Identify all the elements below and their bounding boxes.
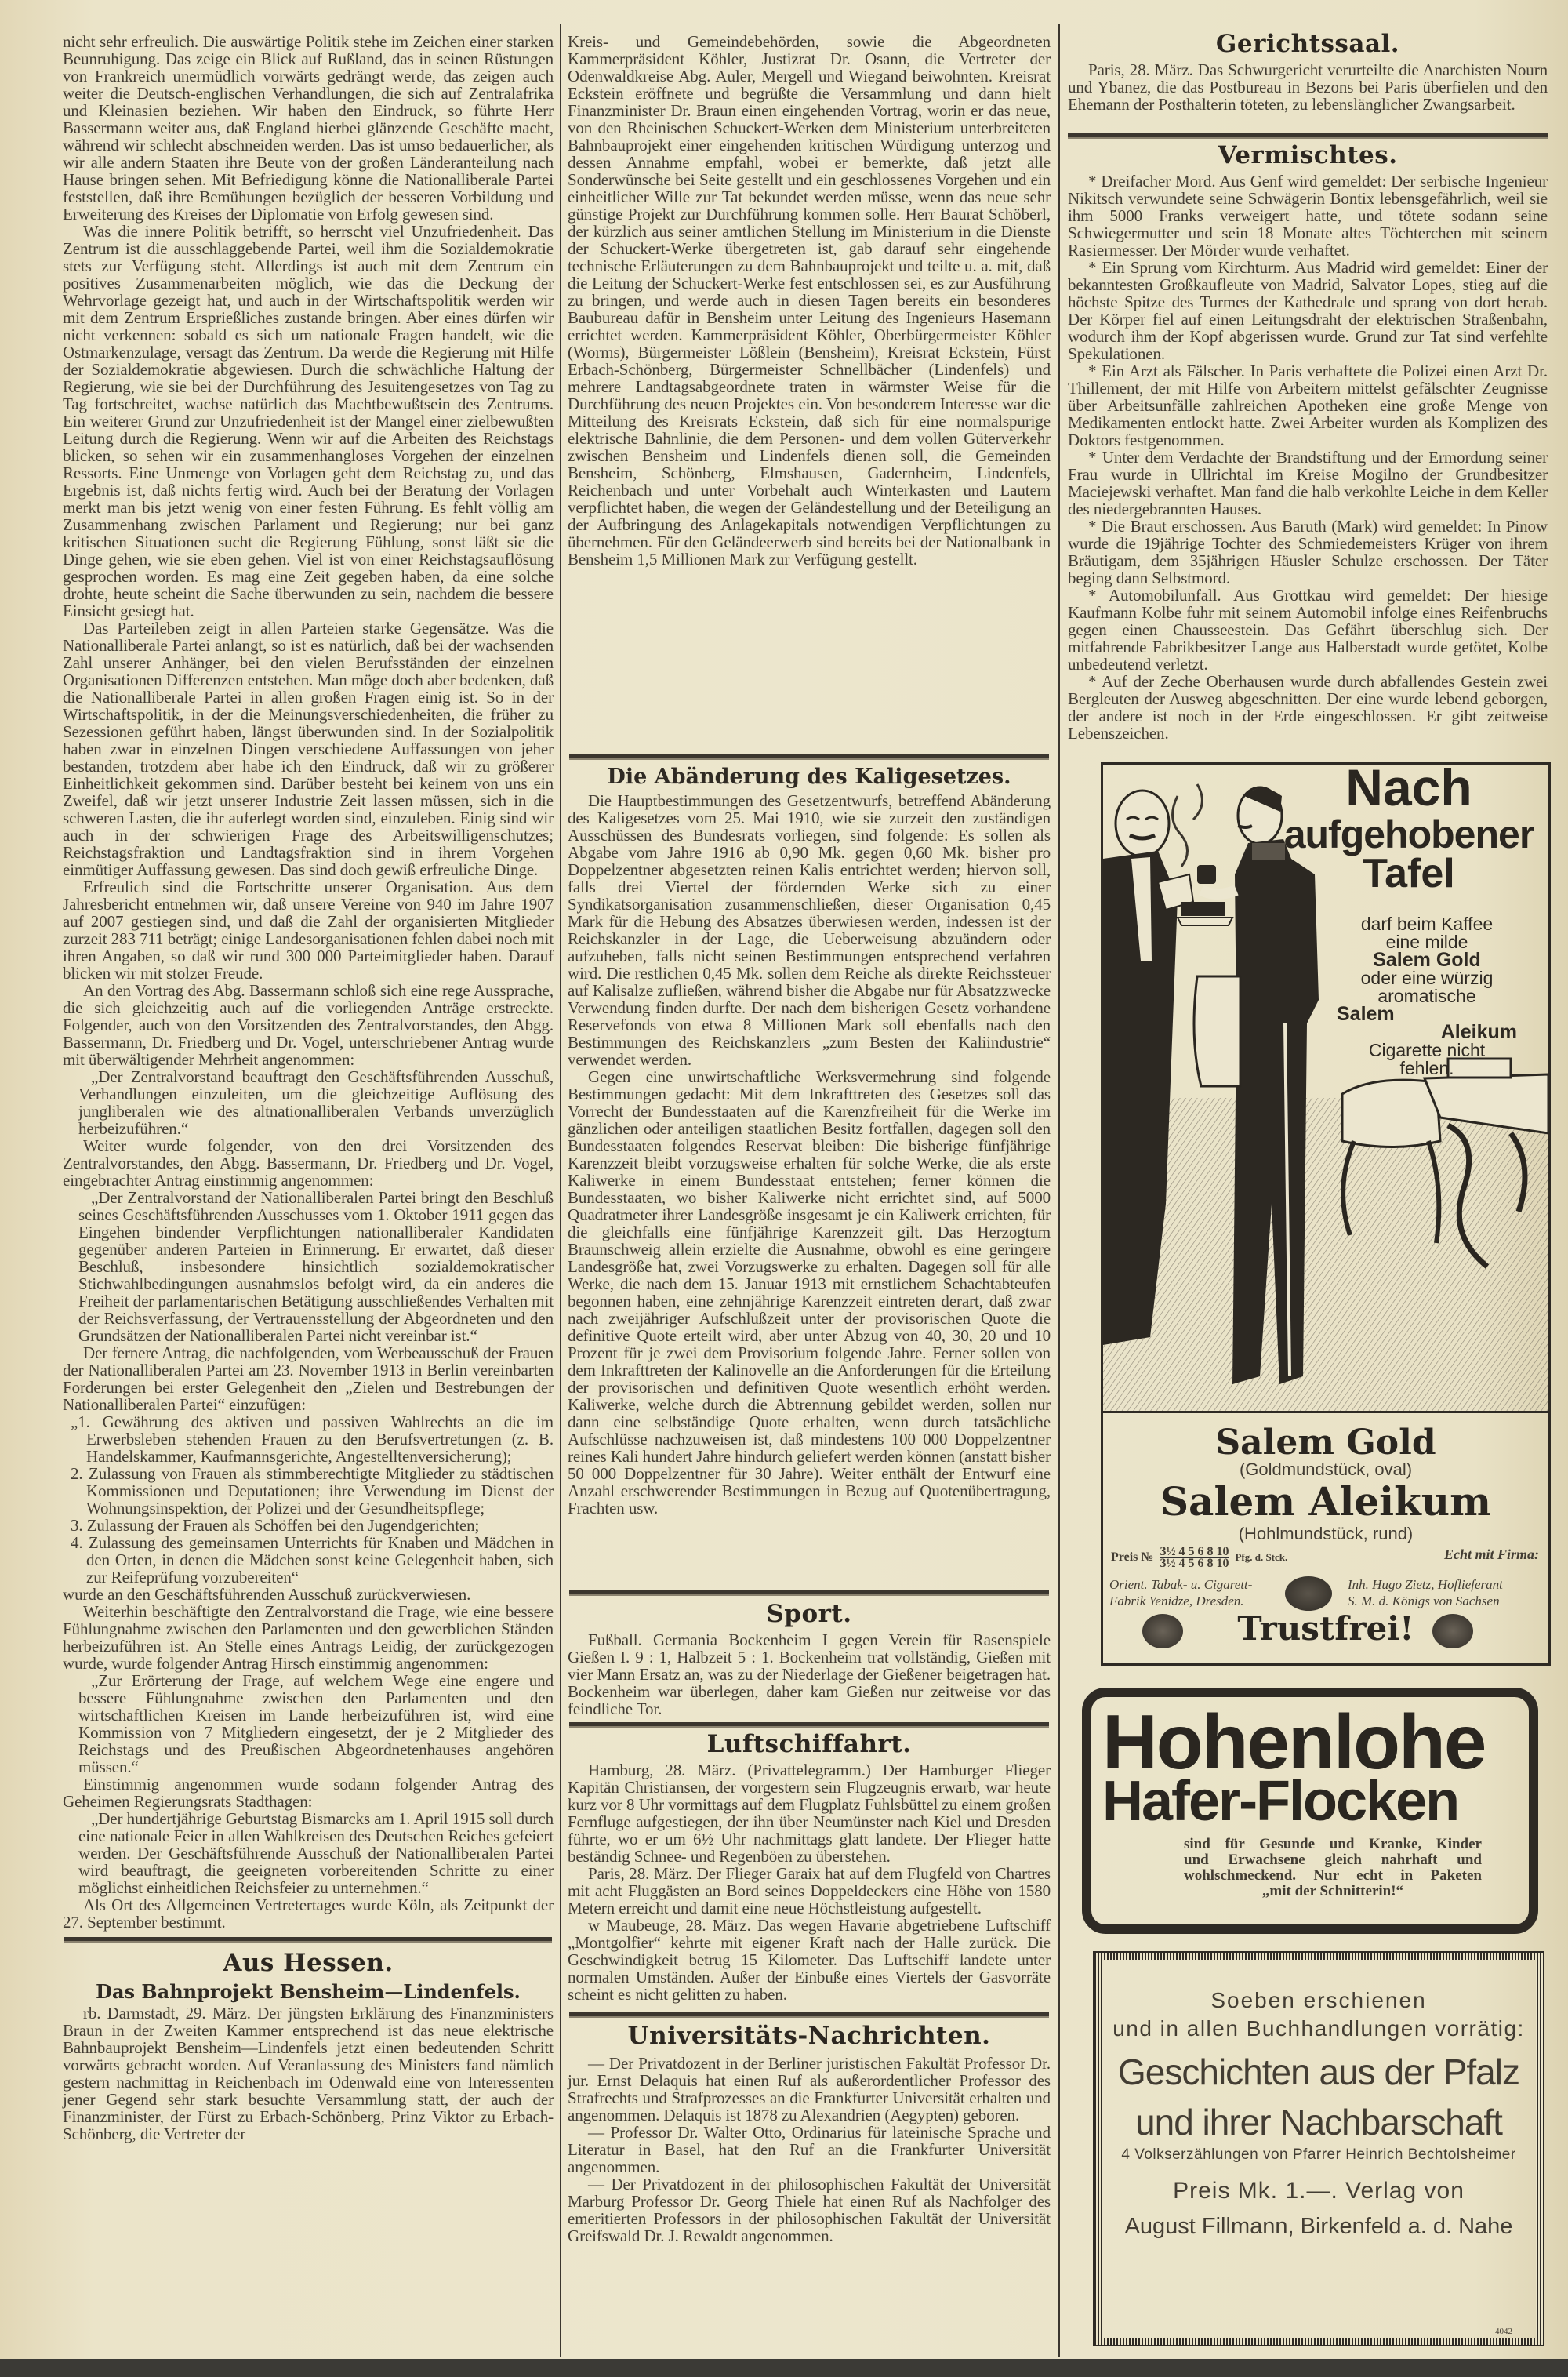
hohenlohe-haferflocken-ad xyxy=(1082,1688,1538,1934)
section-heading-gerichtssaal: Gerichtssaal. xyxy=(1215,30,1400,58)
ad-brand-line: Hafer-Flocken xyxy=(1102,1770,1459,1833)
section-heading-vermischtes: Vermischtes. xyxy=(1218,141,1398,169)
paragraph: Der fernere Antrag, die nachfolgenden, vom Werbeausschuß der Frauen der Nationalliberalen Partei am 23. November 1913 in Berlin vereinbarten Forderungen bei erster Gelegenheit den „Zielen und Bestrebungen der Nationalliberalen Partei“ einzufügen: xyxy=(63,1343,554,1414)
quote: „Der Zentralvorstand beauftragt den Geschäftsführenden Ausschuß, Verhandlungen einzuleiten, um die gleichzeitige Auflösung des jungliberalen wie des altnationalliberalen Verbands unverzüglich herbeizuführen.“ xyxy=(78,1067,554,1138)
book-publisher: August Fillmann, Birkenfeld a. d. Nahe xyxy=(1124,2214,1513,2239)
paragraph: Weiter wurde folgender, von den drei Vorsitzenden des Zentralvorstandes, den Abgg. Bassermann, Dr. Friedberg und Dr. Vogel, eingebrachter Antrag einstimmig angenommen: xyxy=(63,1136,554,1190)
price-row xyxy=(1111,1547,1542,1569)
universitaets-article xyxy=(568,2055,1051,2244)
brand-name: Salem xyxy=(1337,1003,1395,1025)
section-heading-universitaets-nachrichten: Universitäts-Nachrichten. xyxy=(627,2022,991,2050)
quote: „Der Zentralvorstand der Nationalliberalen Partei bringt den Beschluß seines Geschäftsführenden Ausschusses vom 1. Oktober 1911 gegen das Eingehen bindender Verpflichtungen nationalliberaler Kandidaten gegenüber anderen Parteien in Erinnerung. Er erwartet, daß dieser Beschluß, insbesondere hinsichtlich sozialdemokratischer Stichwahlbedingungen ausnahmslos befolgt wird, da ein anderes die Freiheit der parlamentarischen Betätigung ausschließendes Verhalten mit der Reichsverfassung, der Vertrauensstellung der Abgeordneten und den Grundsätzen der Nationalliberalen Partei nicht vereinbar ist.“ xyxy=(78,1188,554,1345)
seal-icon xyxy=(1432,1614,1473,1648)
section-heading-aus-hessen: Aus Hessen. xyxy=(223,1949,394,1977)
section-rule xyxy=(569,2012,1049,2018)
headline-line: Nach xyxy=(1345,762,1472,816)
ad-copy xyxy=(1337,915,1517,1078)
section-rule xyxy=(1068,133,1548,139)
salem-brands-box xyxy=(1101,1412,1551,1666)
paragraph: Weiterhin beschäftigte den Zentralvorstand die Frage, wie eine bessere Fühlungnahme zwischen den Parlamenten und den gewerblichen Ständen herbeizuführen ist. An Stelle eines Antrags Leidig, der zurückgezogen wurde, wurde folgender Antrag Hirsch einstimmig angenommen: xyxy=(63,1602,554,1673)
section-rule xyxy=(569,754,1049,760)
price-numbers-1: 3½ 4 5 6 8 10 xyxy=(1160,1545,1229,1558)
paragraph: Als Ort des Allgemeinen Vertretertages wurde Köln, als Zeitpunkt der 27. September bestimmt. xyxy=(63,1895,554,1932)
quote: „Zur Erörterung der Frage, auf welchem Wege eine engere und bessere Fühlungnahme zwischen den Parlamenten und den wirtschaftlichen Kreisen im Lande herbeizuführen ist, wird eine Kommission von 7 Mitgliedern eingesetzt, der je 2 Mitglieder des Reichstags und des Preußischen Abgeordnetenhauses angehören müssen.“ xyxy=(78,1671,554,1776)
brand-name: Aleikum xyxy=(1440,1021,1517,1043)
maker-line: S. M. d. Königs von Sachsen xyxy=(1348,1594,1500,1608)
ad-brand-line: Hohenlohe xyxy=(1102,1699,1486,1785)
paragraph: Erfreulich sind die Fortschritte unserer Organisation. Aus dem Jahresbericht entnehmen wir, daß unsere Vereine von 940 im Jahre 1907 auf 2007 gestiegen sind, und daß die Zahl der organisierten Mitglieder zurzeit 283 711 beträgt; einige Landesorganisationen fehlen dabei noch mit ihren Angaben, so daß wir rund 300 000 Parteimitglieder haben. Darauf blicken wir mit stolzer Freude. xyxy=(63,878,554,983)
news-item: * Ein Sprung vom Kirchturm. Aus Madrid wird gemeldet: Einer der bekanntesten Großkaufleute von Madrid, Salvator Lopes, stieg auf die höchste Spitze des Turmes der Kathedrale und sprang von dort herab. Der Körper fiel auf einen Leitungsdraht der elektrischen Straßenbahn, wodurch ihm der Kopf abgerissen wurde. Grund zur Tat sind verfehlte Spekulationen. xyxy=(1068,258,1548,363)
paragraph: Kreis- und Gemeindebehörden, sowie die Abgeordneten Kammerpräsident Köhler, Justizrat Dr. Osann, die Vertreter der Odenwaldkreise Abg. Auler, Mergell und Wiegand beiwohnten. Kreisrat Eckstein eröffnete und begrüßte die Versammlung und dann hielt Finanzminister Dr. Braun einen eingehenden Vortrag, worin er das neue, von den Rheinischen Schuckert-Werken dem Ministerium unterbreiteten Bahnbauprojekt einer eingehenden kritischen Würdigung unterzog und dessen Annahme empfahl, wobei er bemerkte, daß jetzt alle Sonderwünsche bei Seite gestellt und ein geschlossenes Vorgehen und ein einheitlicher Wille zur Tat bekundet werden müsse, wenn das neue sehr günstige Projekt zur Durchführung kommen solle. Herr Baurat Schöberl, der kürzlich aus seiner amtlichen Stellung im Ministerium in die Dienste der Schuckert-Werke übergetreten ist, gab darauf sehr eingehende technische Erläuterungen zu dem Bahnbauprojekt und teilte u. a. mit, daß die Leitung der Schuckert-Werke fest entschlossen sei, es zur Ausführung zu bringen, und werde auch in diesen Tagen bereits ein besonderes Baubureau dafür in Bensheim unter Leitung des Ingenieurs Hasemann errichtet werden. Kammerpräsident Köhler, Oberbürgermeister Köhler (Worms), Bürgermeister Lößlein (Bensheim), Kreisrat Eckstein, Fürst Erbach-Schönberg, Bürgermeister Schnellbächer (Lindenfels) und mehrere Landtagsabgeordnete traten in wärmster Weise für die Durchführung des neuen Projektes ein. Von besonderem Interesse war die Mitteilung des Kreisrats Eckstein, daß sich für eine normalspurige elektrische Bahnlinie, die dem Personen- und dem vollen Güterverkehr zwischen Bensheim und Lindenfels dienen soll, die Gemeinden Bensheim, Schönberg, Elmshausen, Gadernheim, Lindenfels, Reichenbach und unter Vorbehalt auch Winterkasten und Lautern verpflichtet haben, die wegen der Geländestellung und der Beteiligung an der Aufbringung des Anlagekapitals notwendigen Verpflichtungen zu übernehmen. Für den Geländeerwerb sind bereits bei der Nationalbank in Bensheim 1,5 Millionen Mark zur Verfügung gestellt. xyxy=(568,32,1051,569)
ad-copy-line: aromatische xyxy=(1377,986,1476,1006)
trustfrei-slogan: Trustfrei! xyxy=(1237,1609,1414,1648)
brand-note: (Goldmundstück, oval) xyxy=(1239,1459,1413,1479)
maker-line: Inh. Hugo Zietz, Hoflieferant xyxy=(1348,1577,1503,1592)
book-ad-line: und in allen Buchhandlungen vorrätig: xyxy=(1112,2016,1525,2041)
section-heading-luftschiffahrt: Luftschiffahrt. xyxy=(706,1730,912,1758)
book-title: und ihrer Nachbarschaft xyxy=(1135,2102,1502,2143)
list-item: 4. Zulassung des gemeinsamen Unterrichts für Knaben und Mädchen in den Orten, in denen die Mädchen sonst keine Gelegenheit haben, sich zur Reifeprüfung vorzubereiten“ xyxy=(71,1533,554,1586)
paragraph: — Professor Dr. Walter Otto, Ordinarius für lateinische Sprache und Literatur in Basel, hat den Ruf an die Frankfurter Universität angenommen. xyxy=(568,2123,1051,2176)
paragraph: Einstimmig angenommen wurde sodann folgender Antrag des Geheimen Regierungsrats Stadthagen: xyxy=(63,1775,554,1811)
sport-article xyxy=(568,1631,1051,1717)
column-rule-left xyxy=(560,24,561,2357)
paragraph: Fußball. Germania Bockenheim I gegen Verein für Rasenspiele Gießen I. 9 : 1, Halbzeit 5 : 1. Bockenheim trat vollständig, Gießen mit vier Mann Ersatz an, was zu der Niederlage der Gießener beigetragen hat. Bockenheim war überlegen, daher kam Gießen nur zeitweise vor das feindliche Tor. xyxy=(568,1630,1051,1718)
salem-cigarette-ad xyxy=(1101,762,1551,1413)
paragraph: nicht sehr erfreulich. Die auswärtige Politik stehe im Zeichen einer starken Beunruhigung. Das zeige ein Blick auf Rußland, das in seinen Rüstungen von Frankreich unermüdlich vorwärts gedrängt werde, das zeigen auch weiter die Deutsch-englischen Verhandlungen, die sich auf Zentralafrika und Kleinasien beziehen. Wir haben den Eindruck, so führte Herr Bassermann weiter aus, daß England hierbei glänzende Geschäfte macht, während wir schlecht abschneiden werden. Das ist umso bedauerlicher, als wir alle andern Staaten ihre Beute von der großen Länderanteilung nach Hause bringen sehen. Mit Befriedigung könne die Nationalliberale Partei feststellen, daß ihre Bemühungen bezüglich der besseren Vorbildung und Erweiterung des Kreises der Diplomatie von Erfolg gewesen sind. xyxy=(63,32,554,224)
ad-copy-line: sind für Gesunde und Kranke, Kinder xyxy=(1184,1836,1482,1852)
section-rule xyxy=(569,1722,1049,1728)
ad-copy-line: Cigarette nicht xyxy=(1368,1040,1486,1060)
section-rule xyxy=(569,1590,1049,1596)
paragraph: Was die innere Politik betrifft, so herrscht viel Unzufriedenheit. Das Zentrum ist die ausschlaggebende Partei, weil ihm die Sozialdemokratie stets zur Verfügung steht. Allerdings ist auch mit dem Zentrum ein positives Zusammenarbeiten möglich, wie das die Deckung der Wehrvorlage gezeigt hat, und auch in der Wirtschaftspolitik werden wir mit dem Zentrum Ersprießliches zustande bringen. Aber eines dürfen wir nicht verkennen: sobald es sich um nationale Fragen handelt, wie die Ostmarkenzulage, versagt das Zentrum. Da werde die Regierung mit Hilfe der Sozialdemokratie abgewiesen. Durch die schwächliche Haltung der Regierung, wie sie bei der Durchführung des Jesuitengesetzes von Tag zu Tag fortschreitet, wachse natürlich das Machtbewußtsein des Zentrums. Ein weiterer Grund zur Unzufriedenheit ist der Mangel einer zielbewußten Leitung durch die Regierung. Wenn wir auf die Arbeiten des Reichstags blicken, so sehen wir ein zusammenhangloses Vorgehen der einzelnen Ressorts. Eine Unmenge von Vorlagen geht dem Reichstag zu, und das Ergebnis ist, daß nichts fertig wird. Auch bei der Beratung der Vorlagen merkt man bis jetzt wenig von einer festen Führung. Es fehlt völlig am Zusammenhang zwischen Parlament und Regierung; nur bei ganz kritischen Situationen sucht die Regierung Fühlung, sonst läßt sie die Dinge gehen, wie sie eben gehen. Viel ist von einer Reichstagsauflösung gesprochen worden. Es mag eine Zeit gegeben haben, da eine solche drohte, heute scheint die Sache überwunden zu sein, nachdem die bessere Einsicht gesiegt hat. xyxy=(63,222,554,620)
page-edge xyxy=(0,2359,1568,2377)
paragraph: An den Vortrag des Abg. Bassermann schloß sich eine rege Aussprache, die sich gleichzeitig auch auf die vorliegenden Anträge erstreckte. Folgender, auch von den Vorsitzenden des Zentralvorstandes, den Abgg. Bassermann, Dr. Friedberg und Dr. Vogel, unterschriebener Antrag wurde mit überwältigender Mehrheit angenommen: xyxy=(63,981,554,1069)
paragraph: wurde an den Geschäftsführenden Ausschuß zurückverwiesen. xyxy=(63,1585,471,1604)
news-item: * Dreifacher Mord. Aus Genf wird gemeldet: Der serbische Ingenieur Nikitsch verwundete seine Schwägerin Bontix lebensgefährlich, weil sie ihm 5000 Franks verweigert hatte, und tötete sodann seine Schwiegermutter und sein 18 Monate altes Töchterchen mit seinem Rasiermesser. Der Mörder wurde verhaftet. xyxy=(1068,172,1548,260)
book-ad-line: Soeben erschienen xyxy=(1210,1988,1427,2012)
paragraph: Gegen eine unwirtschaftliche Werksvermehrung sind folgende Bestimmungen gedacht: Mit dem Inkrafttreten des Gesetzes soll das Vorrecht der Bundesstaaten auf die Karenzfreiheit für die Werke im gänzlichen oder anteiligen staatlichen Besitz fortfallen, dagegen soll den Bundesstaaten folgendes Reservat bleiben: Die bisherige fünfjährige Karenzzeit bleibt vorzugsweise erhalten für solche Werke, die als erste Kaliwerke in einem Bundesstaat entstehen; ferner können die Bundesstaaten, wo bisher Kaliwerke nicht errichtet sind, auf 5000 Quadratmeter ihrer Landesgröße insgesamt je ein Kaliwerk errichten, für die gleichfalls eine fünfjährige Karenzzeit gilt. Das Herzogtum Braunschweig allein erzielte die Ausnahme, obwohl es eine geringere Landesgröße hat, zwei Vorzugswerke zu erhalten. Dagegen soll für alle Werke, die nach dem 15. Januar 1913 mit ernstlichem Schachtabteufen begonnen haben, eine zehnjährige Karenzzeit eintreten derart, daß zwar nach zweijähriger Aufschlußzeit unter der provisorischen Quote die definitive Quote erteilt wird, aber unter Abzug von 40, 30, 20 und 10 Prozent für je zwei dem Provisorium folgende Jahre. Ferner sollen von dem Inkrafttreten der Kalinovelle an die Anforderungen für die Erteilung der provisorischen und definitiven Quote wesentlich erhöht werden. Kaliwerke, welche durch die Abtrennung gebildet werden, sollen nur dann eine selbständige Quote erhalten, wenn durch tatsächliche Aufschlüsse nachzuweisen ist, daß mindestens 100 000 Doppelzentner reines Kali hundert Jahre hindurch geliefert werden können (anstatt bisher 50 000 Doppelzentner für 30 Jahre). Weiter enthält der Entwurf eine Anzahl erschwerender Bestimmungen in Bezug auf Quotenübertragung, Frachten usw. xyxy=(568,1067,1051,1517)
news-item: * Ein Arzt als Fälscher. In Paris verhaftete die Polizei einen Arzt Dr. Thillement, der mit Hilfe von Arbeitern mittelst gefälschter Zeugnisse über Arbeitsunfälle zahlreichen Apotheken eine große Menge von Medikamenten entlockt hatte. Zwei Arbeiter wurden als Komplizen des Doktors festgenommen. xyxy=(1068,362,1548,449)
price-unit: Pfg. d. Stck. xyxy=(1235,1551,1288,1564)
brand-salem-gold: Salem Gold xyxy=(1215,1423,1436,1463)
headline-line: Tafel xyxy=(1363,851,1455,896)
ad-copy xyxy=(1184,1837,1482,1899)
article-heading-kaligesetz: Die Abänderung des Kaligesetzes. xyxy=(607,765,1011,789)
paragraph: — Der Privatdozent in der philosophischen Fakultät der Universität Marburg Professor Dr. Georg Thiele hat einen Ruf als Nachfolger des emeritierten Professors in der philosophischen Fakultät der Universität Greifswald Dr. J. Rewaldt angenommen. xyxy=(568,2175,1051,2245)
bahnprojekt-continued xyxy=(568,33,1051,568)
quote: „Der hundertjährige Geburtstag Bismarcks am 1. April 1915 soll durch eine nationale Feier in allen Wahlkreisen des Deutschen Reiches gefeiert werden. Der Geschäftsführende Ausschuß der Nationalliberalen Partei wird beauftragt, die geeigneten vorbereitenden Schritte zu einer möglichst einheitlichen Reichsfeier zu unternehmen.“ xyxy=(78,1809,554,1897)
brand-name: Salem Gold xyxy=(1373,949,1481,971)
paragraph: Paris, 28. März. Der Flieger Garaix hat auf dem Flugfeld von Chartres mit acht Fluggästen an Bord seines Doppeldeckers eine Höhe von 1580 Metern erreicht und damit eine neue Höchstleistung aufgestellt. xyxy=(568,1864,1051,1917)
ad-copy-line: „mit der Schnitterin!“ xyxy=(1261,1883,1404,1899)
brand-salem-aleikum: Salem Aleikum xyxy=(1160,1478,1492,1525)
coat-of-arms-icon xyxy=(1285,1576,1332,1611)
gerichtssaal-article xyxy=(1068,61,1548,113)
price-numbers xyxy=(1160,1547,1229,1569)
ad-copy-line: fehlen. xyxy=(1399,1058,1454,1078)
ad-copy-line: wohlschmeckend. Nur echt in Paketen xyxy=(1184,1867,1482,1884)
bahnprojekt-article xyxy=(63,2004,554,2143)
vermischtes-article xyxy=(1068,173,1548,742)
brand-note: (Hohlmundstück, rund) xyxy=(1238,1524,1414,1543)
list-item: 2. Zulassung von Frauen als stimmberechtigte Mitglieder zu städtischen Kommissionen und Deputationen; ihre Verwendung im Dienst der Wohnungsinspektion, der Polizei und der Gesundheitspflege; xyxy=(71,1464,554,1517)
ad-headline xyxy=(1283,762,1534,896)
news-item: * Unter dem Verdachte der Brandstiftung und der Ermordung seiner Frau wurde in Ullrichtal im Kreise Mogilno der Grundbesitzer Maciejewski verhaftet. Man fand die halb verkohlte Leiche in dem Keller des niedergebrannten Hauses. xyxy=(1068,448,1548,518)
article-subheading: Das Bahnprojekt Bensheim—Lindenfels. xyxy=(96,1980,521,2003)
left-column xyxy=(63,33,554,2143)
news-item: * Auf der Zeche Oberhausen wurde durch abfallendes Gestein zwei Bergleuten der Ausweg abgeschnitten. Der eine wurde lebend geborgen, der andere ist noch in der Erde eingeschlossen. Er gibt zeitweise Lebenszeichen. xyxy=(1068,672,1548,743)
ad-code: 4042 xyxy=(1495,2327,1512,2336)
column-rule-right xyxy=(1058,24,1060,2357)
paragraph: w Maubeuge, 28. März. Das wegen Havarie abgetriebene Luftschiff „Montgolfier“ kehrte mit eigener Kraft nach der Halle zurück. Die Geschwindigkeit betrug 15 Kilometer. Das Luftschiff landete unter normalen Umständen. Außer der Einbuße eines Viertels der Gasvorräte scheint es nicht gelitten zu haben. xyxy=(568,1916,1051,2004)
section-rule xyxy=(64,1937,552,1943)
news-item: * Die Braut erschossen. Aus Baruth (Mark) wird gemeldet: In Pinow wurde die 19jährige Tochter des Schmiedemeisters Krüger von ihrem Bräutigam, dem 35jährigen Häusler Schulze erschossen. Der Täter beging dann Selbstmord. xyxy=(1068,517,1548,587)
maker-line: Orient. Tabak- u. Cigarett- xyxy=(1109,1577,1253,1592)
luftschiffahrt-article xyxy=(568,1761,1051,2003)
list-item: „1. Gewährung des aktiven und passiven Wahlrechts an die im Erwerbsleben stehenden Frauen zu den Berufsvertretungen (z. B. Handelskammer, Kaufmannsgerichte, Angestelltenversicherung); xyxy=(71,1412,554,1466)
paragraph: Die Hauptbestimmungen des Gesetzentwurfs, betreffend Abänderung des Kaligesetzes vom 25. Mai 1910, wie sie zurzeit den zuständigen Ausschüssen des Bundesrats vorliegen, sind folgende: Es sollen als Abgabe vom Jahre 1916 ab 0,90 Mk. gegen 0,60 Mk. bisher pro Doppelzentner abgesetzten reinen Kalis entrichtet werden; hiervon soll, falls drei Viertel der fördernden Werke sich zu einer Syndikatsorganisation zusammenschließen, dieser Organisation 0,45 Mark für die Hebung des Absatzes überwiesen werden, indessen ist der Reichskanzler in der Lage, die Ueberweisung abzuändern oder aufzuheben, falls nicht seinen Bestimmungen entsprechend verfahren wird. Die restlichen 0,45 Mk. sollen dem Reiche als direkte Reichssteuer auf Kalisalze zufließen, während bisher die Abgabe nur für Absatzzwecke Verwendung finden durfte. Der nach dem bisherigen Gesetz vorhandene Reservefonds von etwa 8 Millionen Mark soll ebenfalls nach den Bestimmungen des Reichskanzlers „zum Besten der Kaliindustrie“ verwendet werden. xyxy=(568,791,1051,1069)
maker-left xyxy=(1109,1576,1266,1609)
ad-copy-line: und Erwachsene gleich nahrhaft und xyxy=(1184,1852,1482,1868)
ad-copy-line: eine milde xyxy=(1385,932,1468,952)
left-article xyxy=(63,33,554,1931)
paragraph: Hamburg, 28. März. (Privattelegramm.) Der Hamburger Flieger Kapitän Christiansen, der vorgestern sein Flugzeugnis erwarb, war heute kurz vor 8 Uhr vormittags auf dem Flugplatz Fuhlsbüttel zu einem großen Fernfluge aufgestiegen, der ihn über Neumünster nach Kiel und Dresden führte, wo er um 6½ Uhr nachmittags glatt landete. Der Flieger hatte beständig Schnee- und Regenböen zu überstehen. xyxy=(568,1761,1051,1866)
headline-line: aufgehobener xyxy=(1283,812,1534,856)
kali-article xyxy=(568,792,1051,1517)
paragraph: Das Parteileben zeigt in allen Parteien starke Gegensätze. Was die Nationalliberale Partei anlangt, so ist es natürlich, daß bei der wachsenden Zahl unserer Anhänger, bei den vielen Berufsständen der einzelnen Organisationen Differenzen entstehen. Man möge doch aber bedenken, daß die Nationalliberale Partei in allen großen Fragen einig ist. So in der Wirtschaftspolitik, in der die Meinungsverschiedenheiten, die früher zu Sezessionen geführt haben, längst überwunden sind. In der Sozialpolitik haben zwar in einzelnen Dingen verschiedene Auffassungen von jeher bestanden, trotzdem aber habe ich den Eindruck, daß wir zu größerer Einheitlichkeit gekommen sind. Darüber besteht bei keinem von uns ein Zweifel, daß wir jetzt unserer Industrie Zeit lassen müssen, sich in die schweren Lasten, die ihr auferlegt worden sind, einzuleben. Einig sind wir auch in der schwierigen Frage des Arbeitswilligenschutzes; Reichstagsfraktion und Landtagsfraktion sind in ihrem Vorgehen einmütiger Auffassung gewesen. Das sind doch gewiß erfreuliche Dinge. xyxy=(63,619,554,879)
ad-copy-line: darf beim Kaffee xyxy=(1360,914,1494,934)
book-price: Preis Mk. 1.—. Verlag von xyxy=(1173,2178,1465,2204)
paragraph: rb. Darmstadt, 29. März. Der jüngsten Erklärung des Finanzministers Braun in der Zweiten Kammer entsprechend ist das neue elektrische Bahnbauprojekt Bensheim—Lindenfels jetzt einen bedeutenden Schritt vorwärts gebracht worden. Auf Veranlassung des Ministers fand nämlich gestern nachmittag in Reichenbach im Odenwald eine von Interessenten jener Gegend sehr stark besuchte Versammlung statt, der auch der Finanzminister, der Fürst zu Erbach-Schönberg, Prinz Viktor zu Erbach-Schönberg, die Vertreter der xyxy=(63,2004,554,2143)
list-item: 3. Zulassung der Frauen als Schöffen bei den Jugendgerichten; xyxy=(71,1516,480,1535)
book-ad xyxy=(1094,1953,1543,2345)
paragraph: Paris, 28. März. Das Schwurgericht verurteilte die Anarchisten Nourn und Ybanez, die das Postbureau in Bezons bei Paris überfielen und den Ehemann der Posthalterin töteten, zu lebenslänglicher Zwangsarbeit. xyxy=(1068,60,1548,114)
paragraph: — Der Privatdozent in der Berliner juristischen Fakultät Professor Dr. jur. Ernst Delaquis hat einen Ruf als außerordentlicher Professor des Strafrechts und Strafprozesses an die Frankfurter Universität erhalten und angenommen. Delaquis ist 1878 zu Alexandrien (Aegypten) geboren. xyxy=(568,2054,1051,2124)
genuine-label: Echt mit Firma: xyxy=(1443,1547,1539,1562)
maker-line: Fabrik Yenidze, Dresden. xyxy=(1109,1594,1244,1608)
book-subtitle: 4 Volkserzählungen von Pfarrer Heinrich Bechtolsheimer xyxy=(1121,2146,1516,2163)
price-label: Preis № xyxy=(1111,1550,1154,1565)
section-heading-sport: Sport. xyxy=(766,1600,852,1628)
ad-copy-line: oder eine würzig xyxy=(1360,968,1494,988)
price-numbers-2: 3½ 4 5 6 8 10 xyxy=(1160,1557,1229,1570)
maker-right xyxy=(1348,1576,1544,1609)
news-item: * Automobilunfall. Aus Grottkau wird gemeldet: Der hiesige Kaufmann Kolbe fuhr mit seinem Automobil infolge eines Reifenbruchs gegen einen Chausseestein. Das Gefährt überschlug sich. Der mitfahrende Fabrikbesitzer Lange aus Halberstadt wurde getötet, Kolbe unbedeutend verletzt. xyxy=(1068,586,1548,674)
book-title: Geschichten aus der Pfalz xyxy=(1118,2052,1519,2092)
